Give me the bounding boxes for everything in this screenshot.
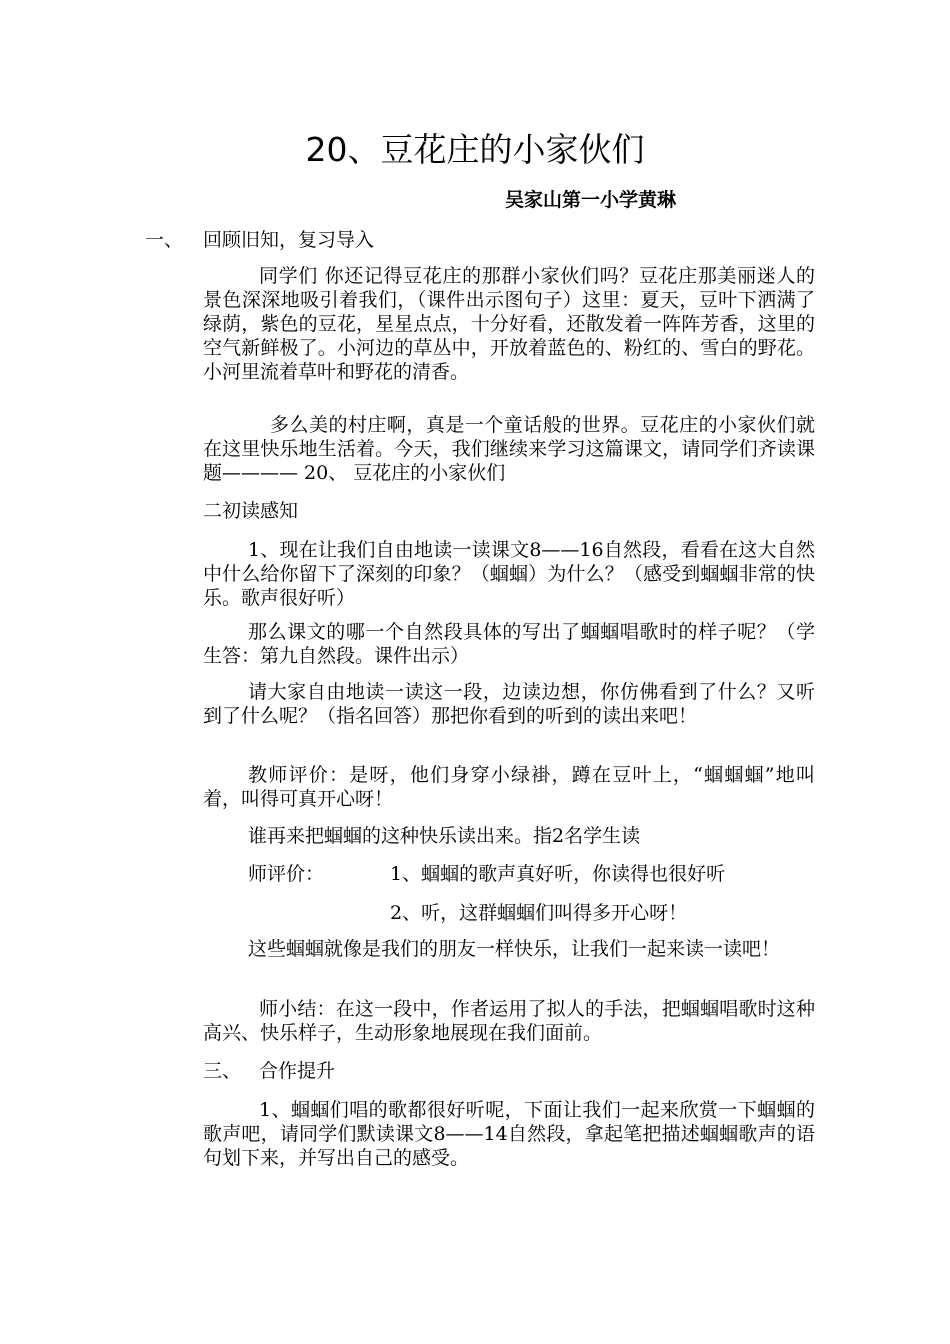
section-2-paragraph-1 — [203, 538, 815, 610]
paragraph-text: 1、现在让我们自由地读一读课文8——16自然段，看看在这大自然中什么给你留下了深刻的印象？（蝈蝈）为什么？（感受到蝈蝈非常的快乐。歌声很好听） — [203, 539, 815, 609]
section-2-paragraph-4 — [203, 763, 815, 811]
section-3-number: 三、 — [203, 1060, 242, 1082]
paragraph-text: 那么课文的哪一个自然段具体的写出了蝈蝈唱歌时的样子呢？（学生答：第九自然段。课件出示） — [203, 621, 815, 667]
paragraph-text: 教师评价：是呀，他们身穿小绿褂，蹲在豆叶上，“蝈蝈蝈”地叫着，叫得可真开心呀！ — [203, 764, 815, 810]
section-1-paragraph-1 — [203, 264, 815, 384]
section-2-paragraph-3 — [203, 680, 815, 728]
author-line: 吴家山第一小学黄琳 — [505, 189, 677, 211]
paragraph-text: 多么美的村庄啊，真是一个童话般的世界。豆花庄的小家伙们就在这里快乐地生活着。今天，我们继续来学习这篇课文，请同学们齐读课题———— 20、 豆花庄的小家伙们 — [203, 414, 815, 484]
section-2-heading: 二初读感知 — [203, 500, 299, 522]
paragraph-text: 师小结：在这一段中，作者运用了拟人的手法，把蝈蝈唱歌时这种高兴、快乐样子，生动形象地展现在我们面前。 — [203, 998, 815, 1044]
section-1-heading: 回顾旧知，复习导入 — [203, 229, 375, 251]
section-2-summary — [203, 997, 815, 1045]
paragraph-text: 同学们 你还记得豆花庄的那群小家伙们吗？豆花庄那美丽迷人的景色深深地吸引着我们，（课件出示图句子）这里：夏天，豆叶下洒满了绿荫，紫色的豆花，星星点点，十分好看，还散发着一阵阵芳香，这里的空气新鲜极了。小河边的草丛中，开放着蓝色的、粉红的、雪白的野花。小河里流着草叶和野花的清香。 — [203, 265, 815, 383]
teacher-evaluation-label: 师评价： — [248, 863, 325, 885]
paragraph-text: 请大家自由地读一读这一段，边读边想，你仿佛看到了什么？又听到了什么呢？（指名回答）那把你看到的听到的读出来吧！ — [203, 681, 815, 727]
paragraph-text: 这些蝈蝈就像是我们的朋友一样快乐，让我们一起来读一读吧！ — [248, 938, 781, 960]
section-2-paragraph-6 — [203, 937, 815, 961]
teacher-evaluation-item-2: 2、听，这群蝈蝈们叫得多开心呀！ — [390, 902, 688, 924]
section-3-heading: 合作提升 — [259, 1060, 336, 1082]
teacher-evaluation-item-1: 1、蝈蝈的歌声真好听，你读得也很好听 — [390, 863, 726, 885]
section-3-paragraph-1 — [203, 1098, 815, 1170]
section-2-paragraph-5: 谁再来把蝈蝈的这种快乐读出来。指2名学生读 — [248, 825, 641, 847]
section-2-paragraph-2 — [203, 620, 815, 668]
section-1-number: 一、 — [145, 229, 184, 251]
document-title: 20、豆花庄的小家伙们 — [305, 130, 645, 169]
section-1-paragraph-2 — [203, 413, 815, 485]
paragraph-text: 1、蝈蝈们唱的歌都很好听呢，下面让我们一起来欣赏一下蝈蝈的歌声吧，请同学们默读课文8——14自然段，拿起笔把描述蝈蝈歌声的语句划下来，并写出自己的感受。 — [203, 1099, 815, 1169]
